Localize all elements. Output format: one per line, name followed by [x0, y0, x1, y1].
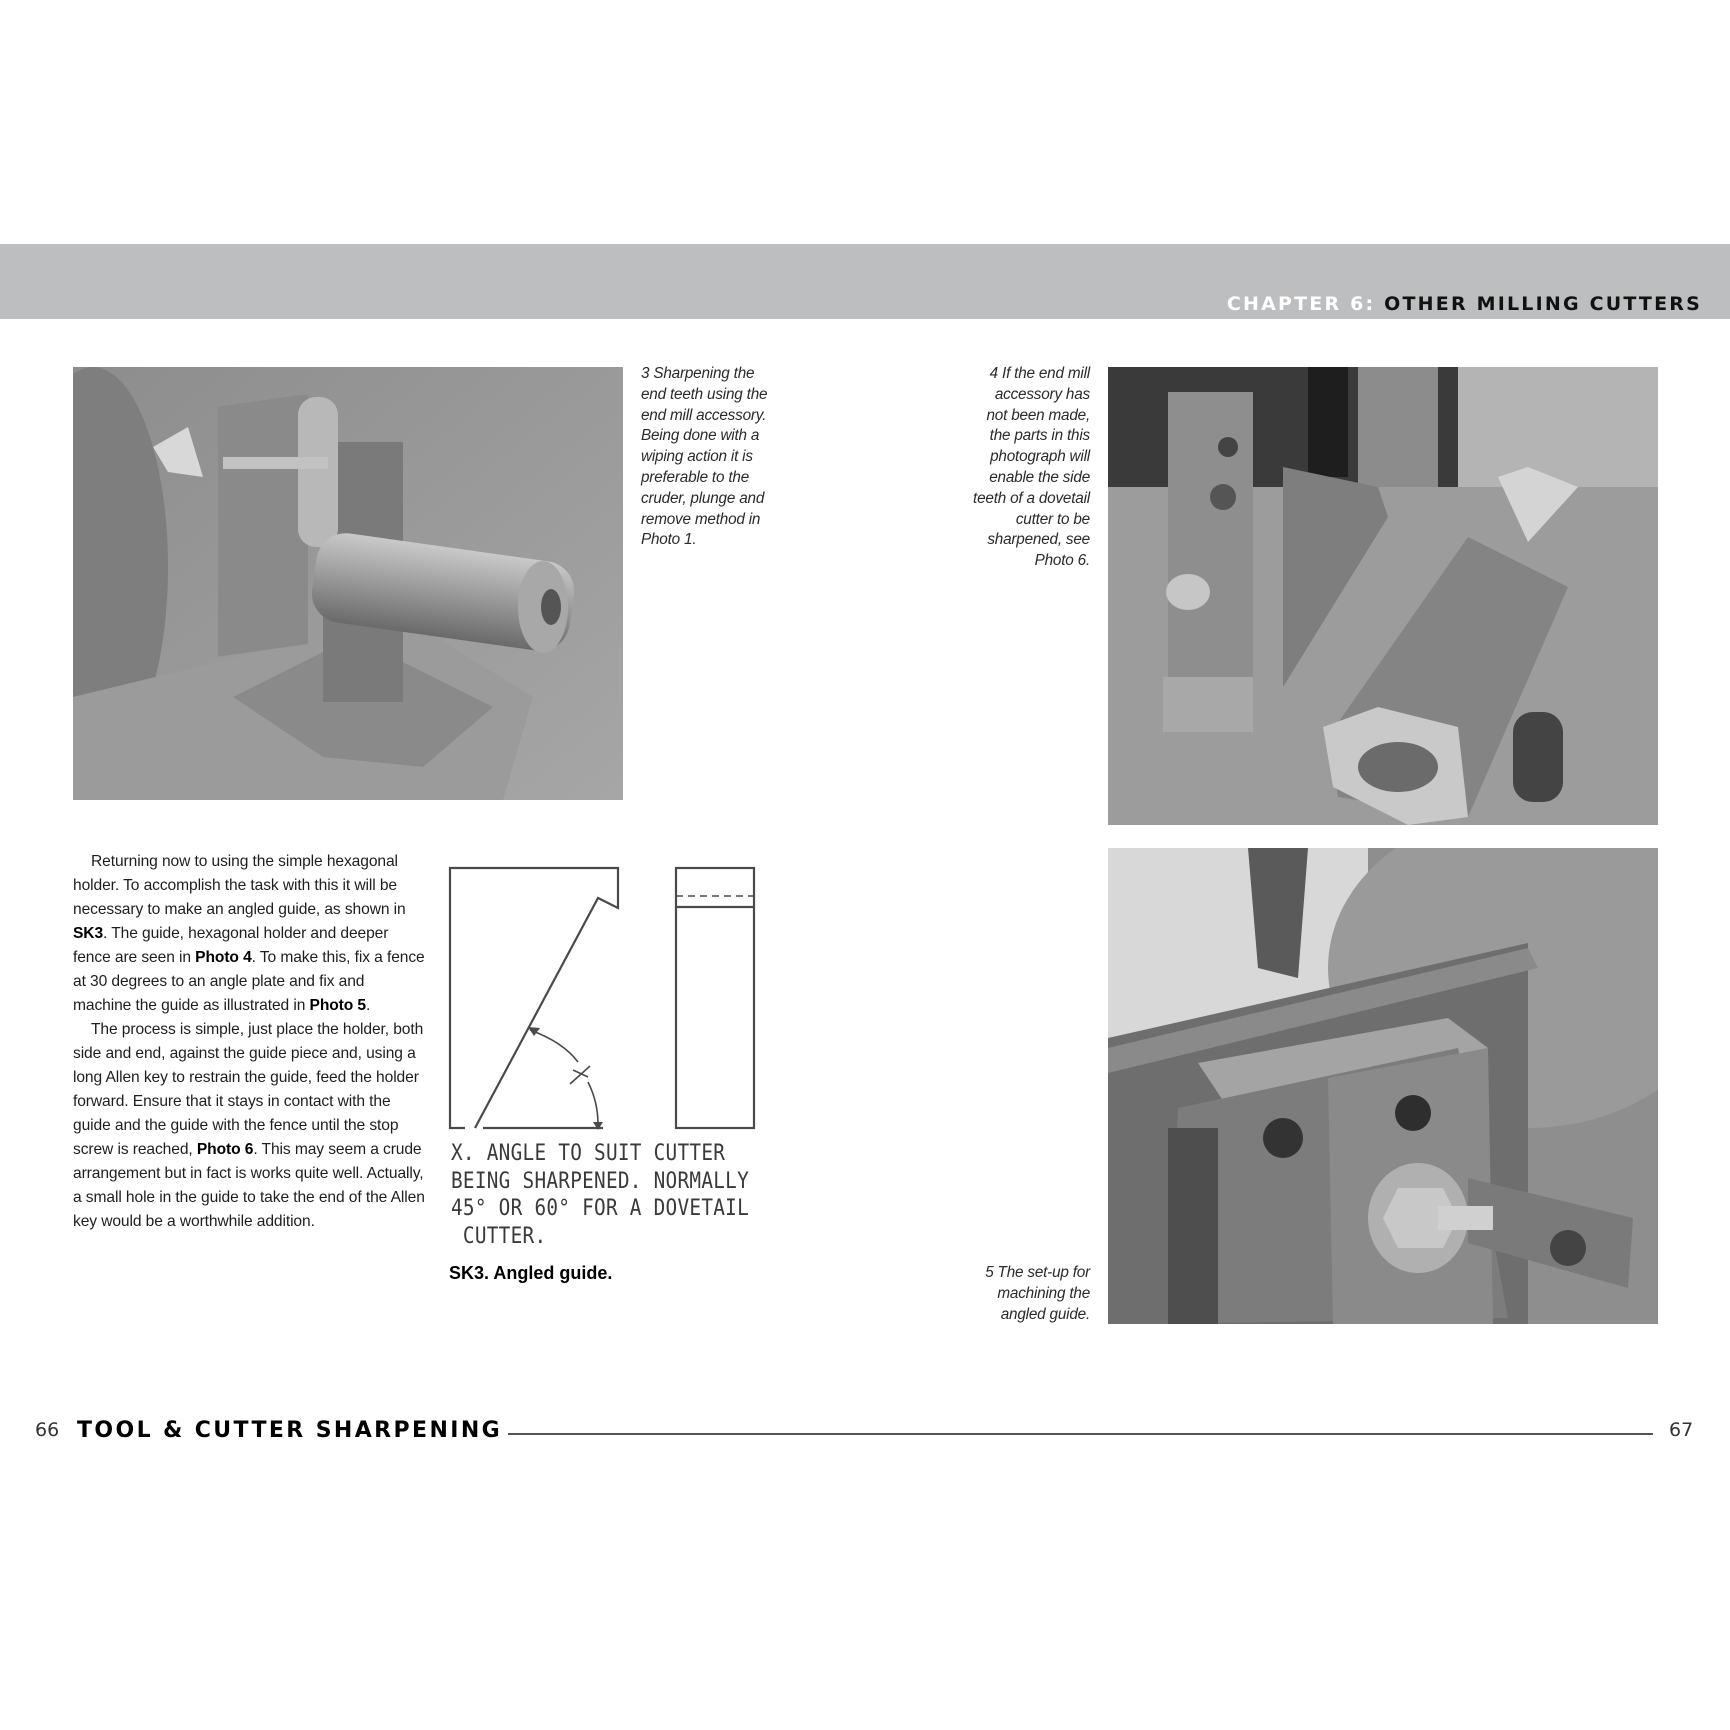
sk3-annotation — [451, 1140, 750, 1250]
caption-line: Being done with a — [641, 427, 760, 445]
annotation-line: CUTTER. — [451, 1223, 547, 1249]
caption-line: not been made, — [986, 406, 1090, 424]
photo-3-caption — [641, 364, 801, 551]
photo-4-hexagonal-holder — [1108, 367, 1658, 825]
chapter-number: CHAPTER 6: — [1226, 293, 1376, 315]
paragraph-1 — [73, 850, 425, 1018]
caption-line: end mill accessory. — [641, 406, 767, 424]
text-run: The process is simple, just place the holder, both side and end, against the guide piece and, using a long Allen key to restrain the guide, feed the holder forward. Ensure that it stays in contact with the guide and the guide with the fence until the stop screw is reached, — [73, 1021, 424, 1158]
caption-line: cutter to be — [1015, 510, 1090, 528]
sk3-angled-guide-drawing — [448, 862, 768, 1132]
right-page-number: 67 — [1669, 1419, 1694, 1441]
reference-photo-5: Photo 5 — [309, 997, 366, 1014]
caption-line: wiping action it is — [641, 448, 753, 466]
paragraph-2 — [73, 1018, 425, 1234]
photo-3-end-mill-accessory — [73, 367, 623, 800]
left-page-number: 66 — [35, 1419, 60, 1441]
body-text — [73, 850, 425, 1234]
caption-line: 5 The set-up for — [985, 1264, 1090, 1281]
photo-4-caption — [930, 364, 1090, 572]
reference-photo-4: Photo 4 — [195, 949, 252, 966]
caption-line: machining the — [997, 1284, 1090, 1302]
caption-line: remove method in — [641, 510, 761, 528]
photo-5-machining-setup — [1108, 848, 1658, 1324]
annotation-line: BEING SHARPENED. NORMALLY — [451, 1168, 750, 1194]
chapter-heading — [1227, 293, 1702, 315]
text-run: . — [366, 997, 371, 1014]
annotation-line: 45° OR 60° FOR A DOVETAIL — [451, 1196, 750, 1221]
caption-line: preferable to the — [641, 468, 750, 486]
chapter-title: OTHER MILLING CUTTERS — [1384, 293, 1702, 315]
caption-line: end teeth using the — [641, 385, 768, 403]
photo-5-caption — [930, 1263, 1090, 1325]
caption-line: angled guide. — [1000, 1305, 1090, 1323]
caption-line: sharpened, see — [987, 531, 1090, 549]
text-run: . To make this, fix a fence at 30 degrees to an angle plate and fix and machine the guide as illustrated in — [73, 949, 425, 1014]
text-run: Returning now to using the simple hexagonal holder. To accomplish the task with this it will be necessary to make an angled guide, as shown in — [73, 853, 406, 918]
arrowhead-icon — [528, 1027, 540, 1036]
caption-line: photograph will — [990, 448, 1090, 466]
text-run: . This may seem a crude arrangement but in fact is works quite well. Actually, a small hole in the guide to take the end of the Allen key would be a worthwhile addition. — [73, 1141, 425, 1230]
caption-line: Photo 1. — [641, 531, 697, 549]
caption-line: accessory has — [994, 385, 1090, 403]
caption-line: 4 If the end mill — [989, 365, 1090, 382]
caption-line: cruder, plunge and — [641, 489, 765, 507]
footer-divider — [508, 1433, 1653, 1435]
caption-line: 3 Sharpening the — [641, 365, 755, 382]
text-run: . The guide, hexagonal holder and deeper fence are seen in — [73, 925, 389, 966]
reference-photo-6: Photo 6 — [196, 1141, 254, 1158]
sk3-title: SK3. Angled guide. — [449, 1263, 613, 1283]
caption-line: the parts in this — [989, 427, 1090, 445]
book-title: TOOL & CUTTER SHARPENING — [77, 1418, 503, 1443]
annotation-line: X. ANGLE TO SUIT CUTTER — [451, 1141, 726, 1166]
caption-line: Photo 6. — [1034, 552, 1090, 570]
caption-line: enable the side — [989, 468, 1090, 486]
reference-sk3: SK3 — [73, 925, 104, 942]
caption-line: teeth of a dovetail — [973, 489, 1090, 507]
